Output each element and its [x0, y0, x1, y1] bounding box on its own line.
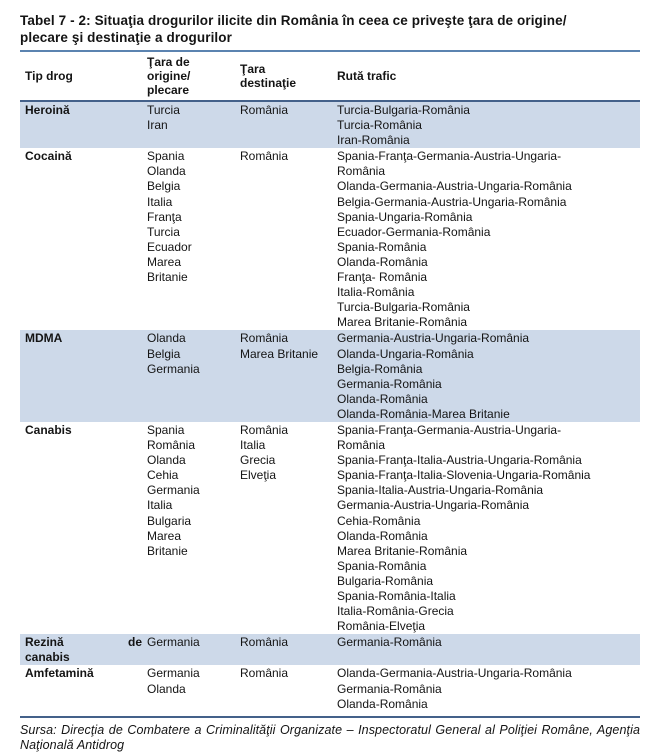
destination-country: România: [240, 331, 289, 346]
traffic-route: Bulgaria-România: [337, 573, 434, 588]
origin-country: Bulgaria: [147, 513, 192, 528]
origin-country: România: [147, 438, 196, 453]
destination-country: România: [240, 635, 289, 650]
header-tara-destinatie: [238, 62, 335, 90]
destination-cell: [238, 666, 335, 711]
destination-country: România: [240, 422, 289, 437]
origin-country: Turcia: [147, 224, 180, 239]
traffic-route: Spania-Franţa-Italia-Slovenia-Ungaria-România: [337, 468, 591, 483]
origin-country: Germania: [147, 361, 200, 376]
traffic-route: Spania-Italia-Austria-Ungaria-România: [337, 483, 544, 498]
traffic-route: Cehia-România: [337, 513, 421, 528]
traffic-route: Belgia-Germania-Austria-Ungaria-România: [337, 194, 567, 209]
destination-country: România: [240, 103, 289, 117]
traffic-route: România-Elveţia: [337, 619, 426, 634]
traffic-route: Spania-România: [337, 558, 427, 573]
header-tara-origine-line: origine/: [147, 69, 191, 83]
origin-country: Marea: [147, 528, 182, 543]
table-row: [20, 665, 640, 711]
traffic-route: Germania-România: [337, 635, 442, 650]
table-caption-line-2: plecare şi destinaţie a drogurilor: [20, 29, 232, 45]
origin-country: Britanie: [147, 543, 188, 558]
traffic-route: Olanda-Germania-Austria-Ungaria-România: [337, 666, 572, 681]
origin-country: Olanda: [147, 681, 186, 696]
routes-cell: [335, 331, 640, 422]
destination-cell: [238, 331, 335, 422]
traffic-route: Olanda-România: [337, 696, 428, 711]
traffic-route: Turcia-Bulgaria-România: [337, 103, 470, 117]
traffic-route: Spania-Franţa-Germania-Austria-Ungaria-: [337, 149, 562, 164]
destination-cell: [238, 423, 335, 634]
origin-country: Spania: [147, 149, 185, 164]
traffic-route: Italia-România: [337, 285, 415, 300]
destination-country: România: [240, 149, 289, 164]
traffic-route: Marea Britanie-România: [337, 543, 468, 558]
drug-name-word: Amfetamină: [25, 666, 94, 681]
traffic-route: Olanda-România: [337, 391, 428, 406]
routes-cell: [335, 149, 640, 330]
traffic-route: Germania-România: [337, 681, 442, 696]
header-tara-origine-line: plecare: [147, 83, 190, 97]
drug-name-line: [25, 666, 142, 681]
destination-cell: [238, 149, 335, 330]
drug-name-cell: [20, 423, 145, 634]
traffic-route: România: [337, 164, 386, 179]
drug-name-word: Canabis: [25, 422, 72, 437]
drug-name-word: de: [127, 635, 142, 650]
traffic-route: Olanda-România: [337, 254, 428, 269]
destination-cell: [238, 635, 335, 665]
traffic-route: Marea Britanie-România: [337, 315, 468, 330]
drug-name-line: [25, 331, 142, 346]
header-ruta-trafic: [335, 69, 640, 83]
drug-name-word: Heroină: [25, 103, 70, 117]
page-content: [20, 0, 640, 753]
origin-cell: [145, 423, 238, 634]
traffic-route: Iran-România: [337, 133, 410, 148]
table-caption: [20, 0, 640, 46]
header-tara-origine: [145, 55, 238, 97]
table-caption-line-1: Tabel 7 - 2: Situaţia drogurilor ilicite din România în ceea ce priveşte ţara de origine/: [20, 13, 567, 28]
drug-name-word: Rezină: [25, 635, 64, 650]
traffic-route: Belgia-România: [337, 361, 423, 376]
origin-country: Olanda: [147, 453, 186, 468]
traffic-route: Spania-România-Italia: [337, 589, 456, 603]
traffic-route: Spania-Franţa-Germania-Austria-Ungaria-: [337, 422, 562, 437]
traffic-route: Franţa- România: [337, 270, 428, 285]
traffic-route: Spania-Franţa-Italia-Austria-Ungaria-România: [337, 453, 582, 468]
traffic-route: Spania-România: [337, 239, 427, 254]
traffic-route: Olanda-România-Marea Britanie: [337, 406, 510, 421]
header-tip-drog: [20, 69, 145, 83]
routes-cell: [335, 423, 640, 634]
routes-cell: [335, 666, 640, 711]
origin-country: Spania: [147, 422, 185, 437]
drug-name-cell: [20, 666, 145, 711]
destination-cell: [238, 103, 335, 148]
traffic-route: Olanda-Ungaria-România: [337, 346, 474, 361]
header-tara-origine-line: Ţara de: [147, 55, 190, 69]
origin-cell: [145, 666, 238, 711]
origin-country: Italia: [147, 498, 173, 513]
table-row: [20, 102, 640, 148]
header-tara-destinatie-line: destinaţie: [240, 76, 297, 90]
destination-country: Italia: [240, 438, 266, 453]
routes-cell: [335, 103, 640, 148]
traffic-route: Germania-Austria-Ungaria-România: [337, 498, 530, 513]
destination-country: Elveţia: [240, 468, 277, 483]
table-row: [20, 330, 640, 422]
origin-country: Marea: [147, 254, 182, 269]
origin-country: Olanda: [147, 164, 186, 179]
destination-country: Grecia: [240, 453, 276, 468]
traffic-route: Ecuador-Germania-România: [337, 224, 491, 239]
origin-cell: [145, 149, 238, 330]
traffic-route: Olanda-România: [337, 528, 428, 543]
drug-name-line: [25, 149, 142, 164]
header-tara-destinatie-line: Ţara: [240, 62, 266, 76]
header-tip-drog-line: Tip drog: [25, 69, 73, 83]
origin-country: Belgia: [147, 346, 181, 361]
drug-name-line: [25, 650, 142, 665]
table-row: [20, 148, 640, 330]
traffic-route: Spania-Ungaria-România: [337, 209, 473, 224]
origin-country: Britanie: [147, 270, 188, 285]
routes-cell: [335, 635, 640, 665]
traffic-route: Italia-România-Grecia: [337, 604, 454, 619]
drug-name-word: Cocaină: [25, 149, 72, 164]
traffic-route: Germania-România: [337, 376, 442, 391]
drug-name-cell: [20, 103, 145, 148]
table-row: [20, 634, 640, 665]
drug-name-line: [25, 635, 142, 650]
destination-country: România: [240, 666, 289, 681]
drugs-table: [20, 52, 640, 718]
origin-country: Germania: [147, 483, 200, 498]
drug-name-word: canabis: [25, 650, 70, 665]
origin-cell: [145, 635, 238, 665]
origin-country: Iran: [147, 118, 168, 133]
origin-country: Ecuador: [147, 239, 192, 254]
drug-name-cell: [20, 635, 145, 665]
traffic-route: Olanda-Germania-Austria-Ungaria-România: [337, 179, 572, 194]
origin-country: Franţa: [147, 209, 182, 224]
table-header-row: [20, 52, 640, 102]
header-ruta-trafic-line: Rută trafic: [337, 69, 397, 83]
origin-country: Turcia: [147, 103, 180, 117]
drug-name-line: [25, 423, 142, 438]
origin-cell: [145, 103, 238, 148]
drug-name-line: [25, 103, 142, 118]
origin-country: Germania: [147, 666, 200, 681]
destination-country: Marea Britanie: [240, 346, 319, 361]
traffic-route: Turcia-România: [337, 118, 422, 133]
origin-cell: [145, 331, 238, 422]
table-row: [20, 422, 640, 634]
drug-name-cell: [20, 149, 145, 330]
origin-country: Olanda: [147, 331, 186, 346]
traffic-route: Turcia-Bulgaria-România: [337, 300, 470, 315]
origin-country: Belgia: [147, 179, 181, 194]
drug-name-word: MDMA: [25, 331, 63, 346]
traffic-route: România: [337, 438, 386, 453]
origin-country: Italia: [147, 194, 173, 209]
source-note: Sursa: Direcţia de Combatere a Criminalităţii Organizate – Inspectoratul General al Poliţiei Române, Agenţia Naţională Antidrog: [20, 722, 640, 752]
origin-country: Germania: [147, 635, 200, 650]
traffic-route: Germania-Austria-Ungaria-România: [337, 331, 530, 346]
table-body: [20, 102, 640, 718]
drug-name-cell: [20, 331, 145, 422]
origin-country: Cehia: [147, 468, 179, 483]
